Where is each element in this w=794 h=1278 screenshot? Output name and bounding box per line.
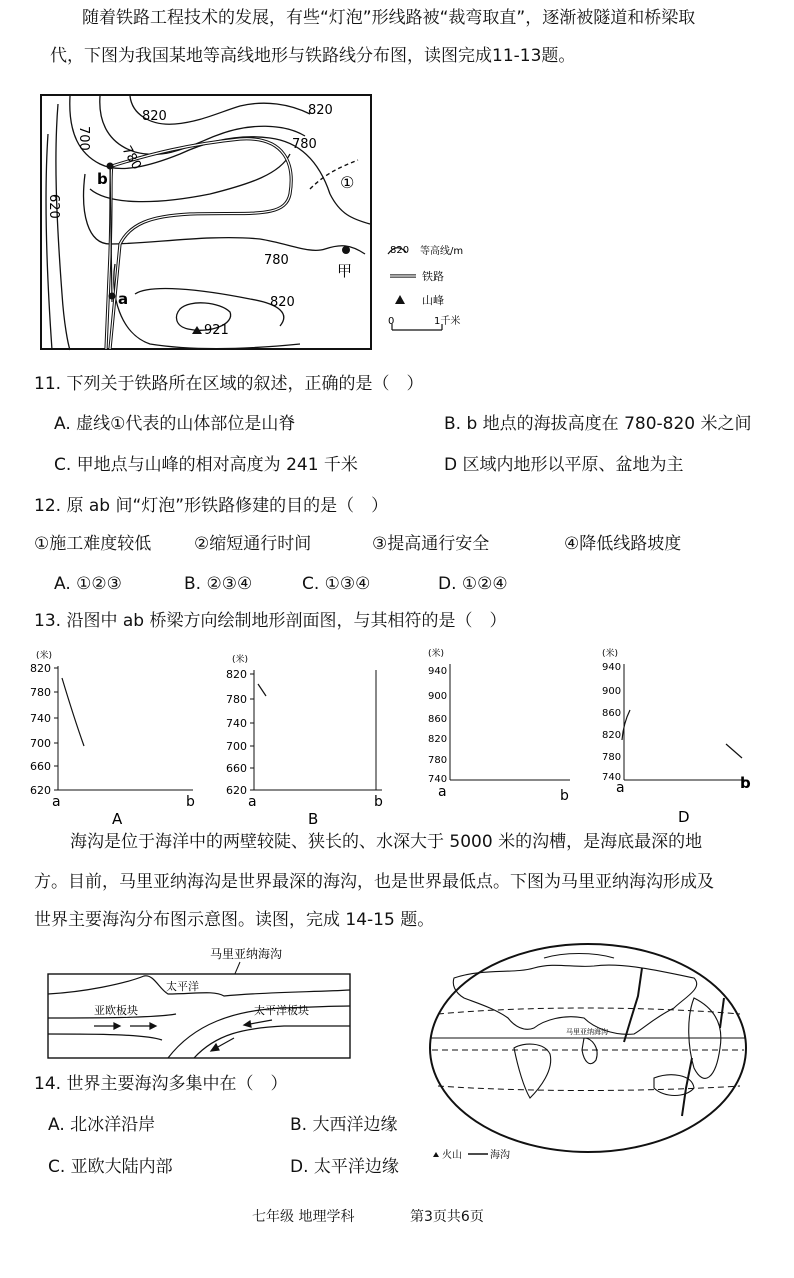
svg-text:a: a <box>52 794 61 810</box>
svg-text:740: 740 <box>30 712 51 725</box>
legend-peak-icon <box>395 295 405 304</box>
svg-text:820: 820 <box>30 662 51 675</box>
contour-label: 820 <box>308 103 333 118</box>
svg-text:780: 780 <box>30 686 51 699</box>
svg-text:D: D <box>678 808 690 826</box>
q12-choice-4: ④降低线路坡度 <box>564 534 682 554</box>
contour-label: 780 <box>264 253 289 268</box>
profile-curve <box>258 684 266 696</box>
contour-label: 780 <box>118 143 144 173</box>
profile-curve <box>726 744 742 758</box>
legend-volcano: 火山 <box>442 1150 462 1161</box>
q14-option-d[interactable]: D. 太平洋边缘 <box>290 1157 399 1177</box>
point-b-dot <box>107 163 114 170</box>
profile-curve <box>622 710 630 740</box>
svg-text:620: 620 <box>226 784 247 797</box>
footer-page: 第3页共6页 <box>410 1209 484 1225</box>
svg-text:780: 780 <box>602 752 622 763</box>
q11-option-d[interactable]: D 区域内地形以平原、盆地为主 <box>444 455 684 475</box>
svg-text:(米): (米) <box>428 649 445 659</box>
svg-text:780: 780 <box>226 693 247 706</box>
svg-text:820: 820 <box>390 245 410 256</box>
svg-text:940: 940 <box>602 662 622 673</box>
intro1-line1: 随着铁路工程技术的发展，有些“灯泡”形线路被“裁弯取直”，逐渐被隧道和桥梁取 <box>82 8 696 28</box>
profile-c <box>420 644 600 828</box>
svg-text:740: 740 <box>226 717 247 730</box>
contour-label: 780 <box>292 137 317 152</box>
svg-text:山峰: 山峰 <box>422 294 444 307</box>
svg-text:940: 940 <box>428 666 448 677</box>
contour-map <box>40 94 386 354</box>
svg-text:b: b <box>740 774 751 792</box>
svg-text:820: 820 <box>602 730 622 741</box>
q14-option-b[interactable]: B. 大西洋边缘 <box>290 1115 398 1135</box>
q11-option-b[interactable]: B. b 地点的海拔高度在 780-820 米之间 <box>444 414 752 434</box>
svg-text:1千米: 1千米 <box>434 316 461 327</box>
svg-text:780: 780 <box>428 755 448 766</box>
svg-text:B: B <box>308 810 319 828</box>
q12-choice-1: ①施工难度较低 <box>34 534 152 554</box>
svg-text:620: 620 <box>30 784 51 797</box>
intro1-line2: 代，下图为我国某地等高线地形与铁路线分布图，读图完成11-13题。 <box>50 46 576 66</box>
svg-text:660: 660 <box>226 762 247 775</box>
peak-label: 921 <box>204 323 229 338</box>
point-one-label: ① <box>340 173 355 192</box>
profile-a <box>28 648 208 832</box>
point-a-dot <box>109 293 116 300</box>
intro2-line3: 世界主要海沟分布图示意图。读图，完成 14-15 题。 <box>34 910 435 930</box>
svg-text:铁路: 铁路 <box>422 270 444 283</box>
q12-stem: 12. 原 ab 间“灯泡”形铁路修建的目的是（ ） <box>34 496 389 516</box>
svg-text:a: a <box>438 784 447 800</box>
svg-text:740: 740 <box>602 772 622 783</box>
world-map <box>424 938 754 1164</box>
profile-b <box>222 648 402 832</box>
q12-option-d[interactable]: D. ①②④ <box>438 574 508 594</box>
svg-text:(米): (米) <box>232 655 249 665</box>
contour-label: 820 <box>142 109 167 124</box>
svg-text:820: 820 <box>428 734 448 745</box>
eurasia-plate-label: 亚欧板块 <box>94 1004 138 1017</box>
q13-stem: 13. 沿图中 ab 桥梁方向绘制地形剖面图，与其相符的是（ ） <box>34 611 507 631</box>
profile-d <box>596 644 776 828</box>
svg-text:860: 860 <box>602 708 622 719</box>
svg-text:820: 820 <box>226 668 247 681</box>
trench-diagram <box>44 944 364 1070</box>
svg-text:a: a <box>248 794 257 810</box>
svg-text:等高线/m: 等高线/m <box>420 246 464 257</box>
svg-text:660: 660 <box>30 760 51 773</box>
svg-text:(米): (米) <box>602 649 619 659</box>
point-jia-label: 甲 <box>337 262 353 280</box>
footer-subject: 七年级 地理学科 <box>252 1209 355 1225</box>
q12-option-b[interactable]: B. ②③④ <box>184 574 253 594</box>
q11-option-c[interactable]: C. 甲地点与山峰的相对高度为 241 千米 <box>54 455 358 475</box>
q11-option-a[interactable]: A. 虚线①代表的山体部位是山脊 <box>54 414 296 434</box>
svg-text:860: 860 <box>428 714 448 725</box>
trench-label: 马里亚纳海沟 <box>210 947 283 961</box>
profile-curve <box>62 678 84 746</box>
intro2-line2: 方。目前，马里亚纳海沟是世界最深的海沟，也是世界最低点。下图为马里亚纳海沟形成及 <box>34 872 714 892</box>
svg-text:b: b <box>560 788 569 804</box>
mariana-label: 马里亚纳海沟 <box>566 1028 608 1036</box>
contour-label: 620 <box>46 194 61 219</box>
pacific-plate-label: 太平洋板块 <box>254 1004 309 1017</box>
q12-choice-2: ②缩短通行时间 <box>194 534 312 554</box>
svg-text:700: 700 <box>226 740 247 753</box>
map-legend <box>386 238 476 348</box>
svg-text:900: 900 <box>428 691 448 702</box>
svg-text:900: 900 <box>602 686 622 697</box>
point-jia-dot <box>342 246 350 254</box>
svg-text:a: a <box>616 780 625 796</box>
point-b-label: b <box>97 170 108 188</box>
q11-stem: 11. 下列关于铁路所在区域的叙述，正确的是（ ） <box>34 374 424 394</box>
pacific-label: 太平洋 <box>166 980 199 993</box>
q12-option-a[interactable]: A. ①②③ <box>54 574 122 594</box>
svg-text:b: b <box>186 794 195 810</box>
contour-label: 820 <box>270 295 295 310</box>
contour-label: 700 <box>76 126 91 151</box>
legend-trench: 海沟 <box>490 1150 510 1161</box>
svg-text:(米): (米) <box>36 651 53 661</box>
q14-option-a[interactable]: A. 北冰洋沿岸 <box>48 1115 156 1135</box>
q12-choice-3: ③提高通行安全 <box>372 534 490 554</box>
q14-stem: 14. 世界主要海沟多集中在（ ） <box>34 1074 288 1094</box>
q14-option-c[interactable]: C. 亚欧大陆内部 <box>48 1157 173 1177</box>
svg-text:b: b <box>374 794 383 810</box>
q12-option-c[interactable]: C. ①③④ <box>302 574 371 594</box>
intro2-line1: 海沟是位于海洋中的两壁较陡、狭长的、水深大于 5000 米的沟槽，是海底最深的地 <box>70 832 703 852</box>
svg-text:0: 0 <box>388 316 395 327</box>
point-a-label: a <box>118 290 129 308</box>
svg-text:740: 740 <box>428 774 448 785</box>
svg-text:700: 700 <box>30 737 51 750</box>
volcano-icon <box>433 1152 439 1157</box>
svg-text:A: A <box>112 810 123 828</box>
